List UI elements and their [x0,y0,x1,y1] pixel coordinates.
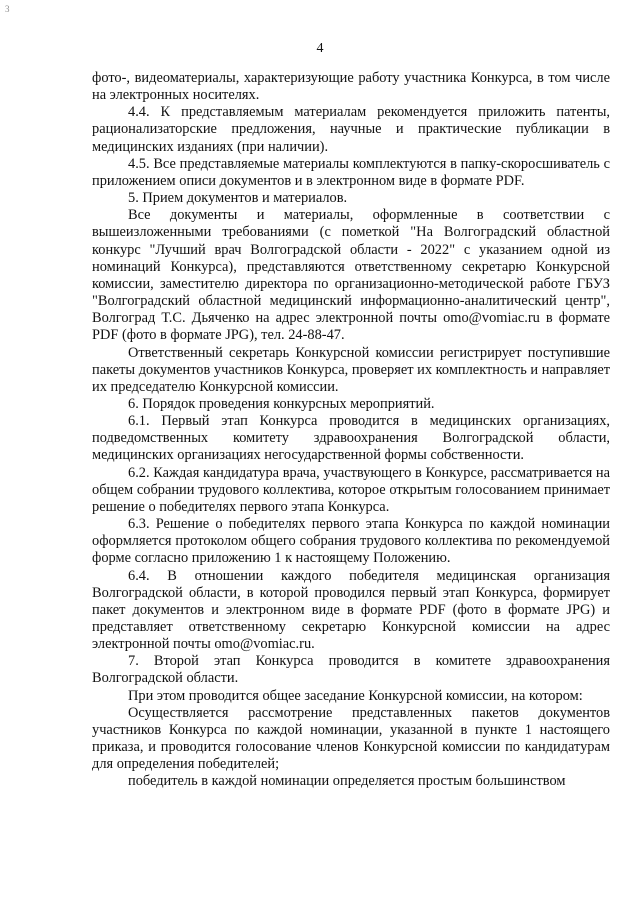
paragraph-secretary: Ответственный секретарь Конкурсной комиссии регистрирует поступившие пакеты документов участников Конкурса, проверяет их комплектность и направляет их председателю Конкурсной комиссии. [92,344,610,395]
paragraph-6-2: 6.2. Каждая кандидатура врача, участвующего в Конкурсе, рассматривается на общем собрании трудового коллектива, которое открытым голосованием принимает решение о победителях первого этапа Конкурса. [92,464,610,515]
document-body [92,70,610,791]
paragraph-7: 7. Второй этап Конкурса проводится в комитете здравоохранения Волгоградской области. [92,653,610,687]
corner-mark: 3 [5,4,10,14]
paragraph-review: Осуществляется рассмотрение представленных пакетов документов участников Конкурса по каждой номинации, указанной в пункте 1 настоящего приказа, и проводится голосование членов Конкурсной комиссии по кандидатурам для определения победителей; [92,704,610,773]
paragraph-6-1: 6.1. Первый этап Конкурса проводится в медицинских организациях, подведомственных комитету здравоохранения Волгоградской области, медицинских организациях негосударственной формы собственности. [92,413,610,464]
paragraph-meeting: При этом проводится общее заседание Конкурсной комиссии, на котором: [128,687,583,704]
section-heading-6: 6. Порядок проведения конкурсных мероприятий. [128,395,435,412]
paragraph-6-3: 6.3. Решение о победителях первого этапа Конкурса по каждой номинации оформляется протоколом общего собрания трудового коллектива по рекомендуемой форме согласно приложению 1 к настоящему Положению. [92,516,610,567]
paragraph-4-5: 4.5. Все представляемые материалы комплектуются в папку-скоросшиватель с приложением описи документов и в электронном виде в формате PDF. [92,155,610,189]
paragraph-winner: победитель в каждой номинации определяется простым большинством [128,773,566,790]
paragraph-submission: Все документы и материалы, оформленные в соответствии с вышеизложенными требованиями (с пометкой "На Волгоградский областной конкурс "Лучший врач Волгоградской области - 2022" с указанием одной из номинаций Конкурса), представляются ответственному секретарю Конкурсной комиссии, заместителю директора по организационно-методической работе ГБУЗ "Волгоградский областной медицинский информационно-аналитический центр", Волгоград Т.С. Дьяченко на адрес электронной почты omo@vomiac.ru в формате PDF (фото в формате JPG), тел. 24-88-47. [92,207,610,344]
paragraph-4-4: 4.4. К представляемым материалам рекомендуется приложить патенты, рационализаторские предложения, научные и практические публикации в медицинских изданиях (при наличии). [92,104,610,155]
page-number: 4 [316,41,324,56]
paragraph-continuation: фото-, видеоматериалы, характеризующие работу участника Конкурса, в том числе на электронных носителях. [92,70,610,104]
paragraph-6-4: 6.4. В отношении каждого победителя медицинская организация Волгоградской области, в которой проводился первый этап Конкурса, формирует пакет документов и электронном виде в формате PDF (фото в формате JPG) и представляет ответственному секретарю Конкурсной комиссии на адрес электронной почты omo@vomiac.ru. [92,567,610,653]
section-heading-5: 5. Прием документов и материалов. [128,190,348,207]
